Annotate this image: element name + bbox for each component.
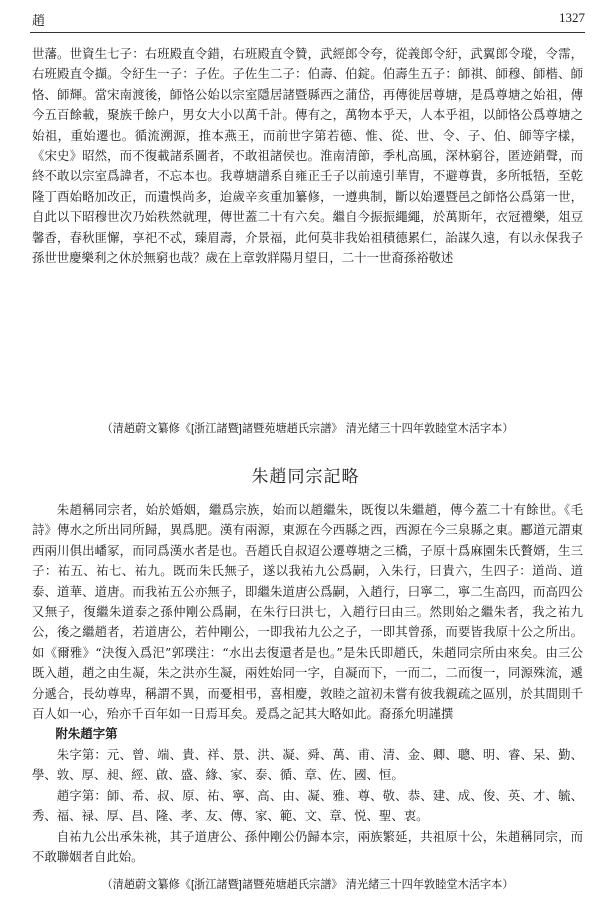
article-paragraph: 朱趙稱同宗者，始於婚姻，繼爲宗族，始而以趙繼朱，既復以朱繼趙，傳今蓋二十有餘世。《毛詩》傳水之所出同所歸，異爲肥。漢有兩源，東源在今西縣之西，西源在今三泉縣之東。酈道元謂東西兩川俱出嶓冢，而同爲漢水者是也。吾趙氏自叔迢公遷尊塘之三橋，子原十爲麻園朱氏贅婿，生三子：祐五、祐七、祐九。既而朱氏無子，遂以我祐九公爲嗣，入朱行，曰貴六，生四子：道尚、道泰、道華、道唐。而我祐五公亦無子，即繼朱道唐公爲嗣，入趙行，曰寧二，寧二生高四，而高四公又無子，復繼朱道泰之孫仲剛公爲嗣，在朱行曰洪七，入趙行曰由三。然則始之繼朱者，我之祐九公，後之繼趙者，若道唐公，若仲剛公，一即我祐九公之子，一即其曾孫，而要皆我原十公之所出。如《爾雅》“決復入爲汜”郭璞注：“水出去復還者是也。”是朱氏即趙氏，朱趙同宗所由來矣。由三公既入趙，趙之由生凝，朱之洪亦生凝，兩姓始同一字，自凝而下，一而二，二而復一，同源殊流，遞分遞合，長幼尊卑，稱謂不異，而憂相弔，喜相慶，敦睦之誼初未嘗有彼我親疏之區別，於其間則千百人如一心，殆亦千百年如一日焉耳矣。爰爲之記其大略如此。裔孫允明謹撰 [32, 502, 583, 722]
source-citation-1: （清趙蔚文纂修《[浙江諸暨]諸暨苑塘趙氏宗譜》 清光緒三十四年敦睦堂木活字本） [101, 423, 514, 435]
running-header [32, 8, 585, 30]
page-number: 1327 [559, 10, 585, 25]
article-body [32, 500, 583, 867]
appendix-item-zhao: 趙字第：師、希、叔、原、祐、寧、高、由、凝、雅、尊、敬、恭、建、成、俊、英、才、毓、秀、福、禄、厚、昌、隆、孝、友、傳、家、範、文、章、悦、聖、衷。 [32, 787, 583, 824]
source-citation-2: （清趙蔚文纂修《[浙江諸暨]諸暨苑塘趙氏宗譜》 清光緒三十四年敦睦堂木活字本） [101, 879, 514, 891]
closing-paragraph: 自祐九公出承朱祧，其子道唐公、孫仲剛公仍歸本宗，兩族繁延，共祖原十公，朱趙稱同宗，而不敢聯姻者自此始。 [32, 828, 583, 864]
section-title: 趙 [32, 14, 46, 29]
article-title: 朱趙同宗記略 [251, 467, 360, 486]
continued-text [32, 44, 583, 268]
header-rule [30, 32, 585, 33]
appendix-item-zhu: 朱字第：元、曾、端、貴、祥、景、洪、凝、舜、萬、甫、清、金、卿、聰、明、睿、呆、勤、學、敦、厚、昶、經、啟、盛、緣、家、泰、循、章、佐、國、恒。 [32, 746, 583, 783]
appendix-heading: 附朱趙字第 [55, 726, 118, 742]
continued-paragraph: 世藩。世資生七子：右班殿直令錯，右班殿直令贊，武經郎令夸，從義郎令紆，武翼郎令瑽，令霈，右班殿直令擷。令紆生一子：子佐。子佐生二子：伯壽、伯錠。伯壽生五子：師祺、師穆、師楷、師恪、師輝。當宋南渡後，師恪公始以宗室隱居諸暨縣西之蒲岱，再傳徙居尊塘，是爲尊塘之始祖，傳今五百餘載，聚族千餘户，男女大小以萬千計。傳有之，萬物本乎天，人本乎祖，以師恪公爲尊塘之始祖，重始遷也。循流溯源，推本燕王，而前世字第若德、惟、從、世、令、子、伯、師等字樣，《宋史》昭然，而不復載諸系圖者，不敢祖諸侯也。淮南清節，季札高風，深林窮谷，匿迹銷聲，而終不敢以宗室爲諱者，不忘本也。我尊塘譜系自雍正壬子以前遠引華胄，不避尊貴，多所牴牾，至乾隆丁酉始略加改正，而遺悞尚多，迨歲辛亥重加纂修，一遵典制，斷以始遷暨邑之師恪公爲第一世，自此以下昭穆世次乃始秩然就理，傳世蓋二十有六矣。繼自今振振繩繩，於萬斯年，衣冠禮樂，俎豆馨香，春秋匪懈，享祀不忒，臻眉壽，介景福，此何莫非我始祖積德累仁，詒謀久遠，有以永保我子孫世世慶樂利之休於無窮也哉？歲在上章敦牂陽月望日，二十一世裔孫裕敬述 [32, 46, 583, 266]
